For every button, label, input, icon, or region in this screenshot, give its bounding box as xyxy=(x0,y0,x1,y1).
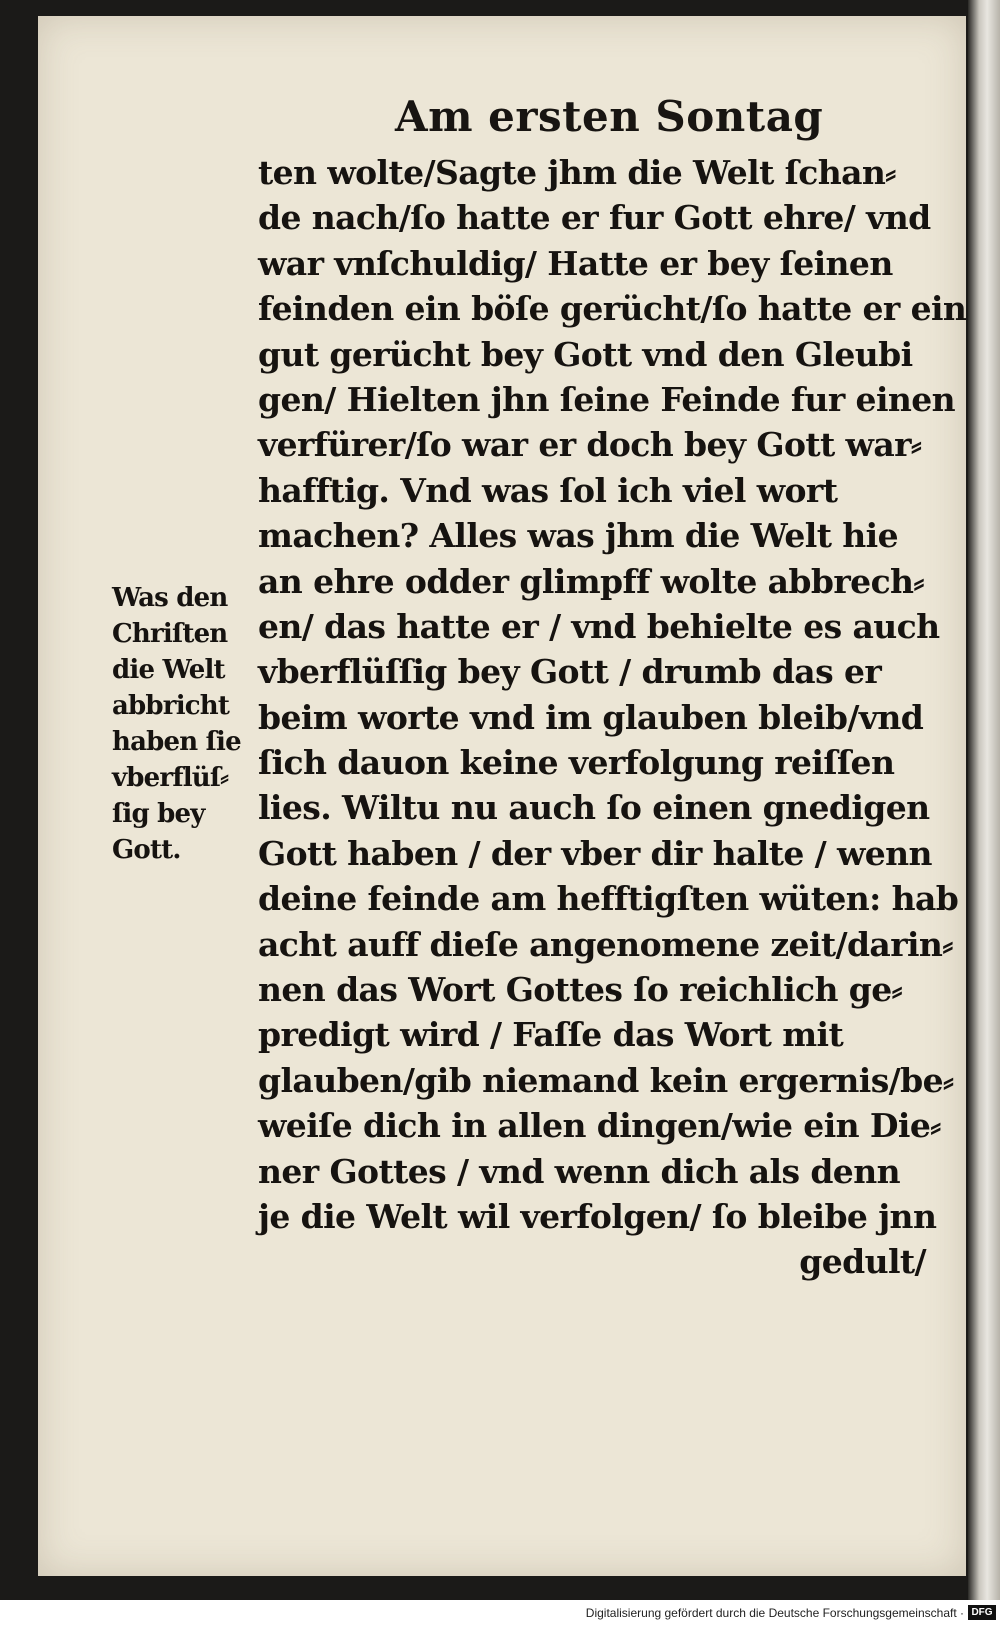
text-line: feinden ein böſe gerücht/ſo hatte er ein xyxy=(258,289,967,329)
text-line: weiſe dich in allen dingen/wie ein Die⸗ xyxy=(258,1106,941,1146)
text-line: en/ das hatte er / vnd behielte es auch xyxy=(258,606,940,646)
text-line: acht auff dieſe angenomene zeit/darin⸗ xyxy=(258,924,953,964)
text-line: ten wolte/Sagte jhm die Welt ſchan⸗ xyxy=(258,153,896,192)
text-line: de nach/ſo hatte er fur Gott ehre/ vnd xyxy=(258,198,931,238)
margin-note-line: Gott. xyxy=(112,835,181,865)
text-line: gut gerücht bey Gott vnd den Gleubi xyxy=(258,334,913,374)
body-text xyxy=(258,150,967,1285)
running-header: Am ersten Sontag xyxy=(395,92,824,141)
text-line: je die Welt wil verfolgen/ ſo bleibe jnn xyxy=(258,1196,937,1236)
text-line: Gott haben / der vber dir halte / wenn xyxy=(258,833,932,873)
text-line: verfürer/ſo war er doch bey Gott war⸗ xyxy=(258,425,922,465)
margin-note xyxy=(112,580,252,868)
page-edge xyxy=(968,0,1000,1600)
footer-bar xyxy=(0,1600,1000,1627)
text-line: gen/ Hielten jhn ſeine Feinde fur einen xyxy=(258,379,956,419)
funding-credit: Digitalisierung gefördert durch die Deutsche Forschungsgemeinschaft · xyxy=(585,1606,964,1620)
text-line: glauben/gib niemand kein ergernis/be⸗ xyxy=(258,1060,954,1100)
margin-note-line: Was den xyxy=(112,583,228,613)
margin-note-line: Chriſten xyxy=(112,619,228,649)
margin-note-line: vberflüſ⸗ xyxy=(112,763,229,793)
text-line: ſich dauon keine verfolgung reiſſen xyxy=(258,743,895,783)
text-line: deine feinde am hefftigſten wüten: hab xyxy=(258,879,959,919)
text-line: war vnſchuldig/ Hatte er bey ſeinen xyxy=(258,243,893,283)
margin-note-line: ſig bey xyxy=(112,799,205,829)
text-line: nen das Wort Gottes ſo reichlich ge⸗ xyxy=(258,970,903,1010)
text-line: ner Gottes / vnd wenn dich als denn xyxy=(258,1151,900,1191)
text-line: an ehre odder glimpff wolte abbrech⸗ xyxy=(258,561,924,601)
text-line: machen? Alles was jhm die Welt hie xyxy=(258,516,898,556)
catchword-line: gedult/ xyxy=(799,1242,926,1282)
margin-note-line: die Welt xyxy=(112,655,225,685)
text-line: lies. Wiltu nu auch ſo einen gnedigen xyxy=(258,788,930,828)
text-line: vberflüſſig bey Gott / drumb das er xyxy=(258,652,882,692)
text-line: predigt wird / Faſſe das Wort mit xyxy=(258,1015,844,1055)
text-line: beim worte vnd im glauben bleib/vnd xyxy=(258,697,924,737)
text-line: hafftig. Vnd was ſol ich viel wort xyxy=(258,470,838,510)
dfg-logo: DFG xyxy=(968,1605,996,1620)
margin-note-line: haben ſie xyxy=(112,727,241,757)
margin-note-line: abbricht xyxy=(112,691,230,721)
